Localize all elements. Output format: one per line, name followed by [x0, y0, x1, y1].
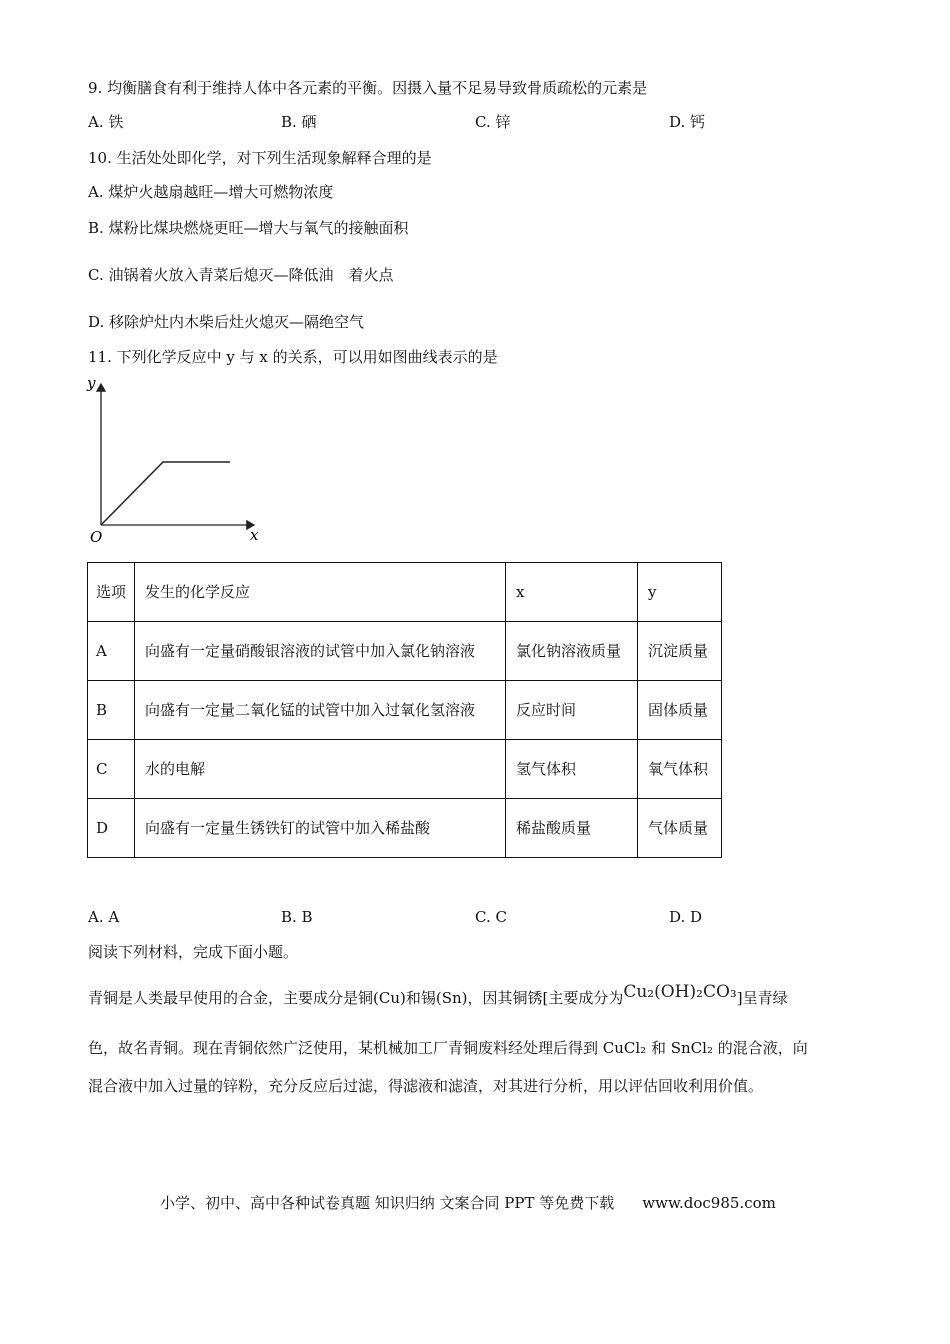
reading-paragraph-line-1	[88, 982, 868, 1008]
reading-text-after-formula: ]呈青绿	[736, 989, 788, 1007]
q11-option-d: D. D	[669, 908, 703, 926]
footer-text: 小学、初中、高中各种试卷真题 知识归纳 文案合同 PPT 等免费下载	[160, 1194, 615, 1212]
q9-option-c: C. 锌	[475, 113, 511, 131]
q11-option-c: C. C	[475, 908, 507, 926]
q10-option-b: B. 煤粉比煤块燃烧更旺—增大与氧气的接触面积	[88, 219, 409, 237]
row-reaction: 向盛有一定量硝酸银溶液的试管中加入氯化钠溶液	[135, 622, 506, 681]
page-footer	[160, 1192, 776, 1213]
q10-option-c: C. 油锅着火放入青菜后熄灭—降低油 着火点	[88, 266, 394, 284]
table-row	[88, 740, 722, 799]
row-reaction: 向盛有一定量二氧化锰的试管中加入过氧化氢溶液	[135, 681, 506, 740]
curve	[101, 462, 230, 525]
row-y: 沉淀质量	[638, 622, 722, 681]
q10-option-a: A. 煤炉火越扇越旺—增大可燃物浓度	[88, 183, 334, 201]
row-y: 氧气体积	[638, 740, 722, 799]
table-row	[88, 681, 722, 740]
q9-option-b: B. 硒	[281, 113, 317, 131]
reading-text-before-formula: 青铜是人类最早使用的合金，主要成分是铜(Cu)和锡(Sn)，因其铜锈[主要成分为	[88, 989, 624, 1007]
origin-label: O	[90, 528, 103, 546]
header-x: x	[506, 563, 638, 622]
row-y: 气体质量	[638, 799, 722, 858]
row-option: B	[88, 681, 135, 740]
reading-paragraph-line-3: 混合液中加入过量的锌粉，充分反应后过滤，得滤液和滤渣，对其进行分析，用以评估回收利用价值。	[88, 1077, 764, 1095]
x-axis-label: x	[250, 526, 259, 544]
q9-option-a: A. 铁	[88, 113, 124, 131]
y-axis-label: y	[87, 374, 96, 392]
row-x: 氢气体积	[506, 740, 638, 799]
question-11-stem: 11. 下列化学反应中 y 与 x 的关系，可以用如图曲线表示的是	[88, 348, 498, 366]
q11-option-b: B. B	[281, 908, 313, 926]
header-y: y	[638, 563, 722, 622]
table-row	[88, 622, 722, 681]
table-row	[88, 799, 722, 858]
q10-option-d: D. 移除炉灶内木柴后灶火熄灭—隔绝空气	[88, 313, 365, 331]
question-10-stem: 10. 生活处处即化学，对下列生活现象解释合理的是	[88, 149, 432, 167]
row-option: A	[88, 622, 135, 681]
row-x: 氯化钠溶液质量	[506, 622, 638, 681]
q11-graph	[84, 370, 274, 546]
header-option: 选项	[88, 563, 135, 622]
q11-option-a: A. A	[88, 908, 120, 926]
row-reaction: 水的电解	[135, 740, 506, 799]
reading-paragraph-line-2: 色，故名青铜。现在青铜依然广泛使用，某机械加工厂青铜废料经处理后得到 CuCl₂ 和 SnCl₂ 的混合液，向	[88, 1039, 808, 1057]
reading-intro: 阅读下列材料，完成下面小题。	[88, 943, 299, 961]
q9-option-d: D. 钙	[669, 113, 706, 131]
row-reaction: 向盛有一定量生锈铁钉的试管中加入稀盐酸	[135, 799, 506, 858]
row-option: C	[88, 740, 135, 799]
q11-table	[87, 562, 722, 858]
malachite-formula: Cu₂(OH)₂CO₃	[623, 982, 737, 1002]
table-header-row	[88, 563, 722, 622]
row-y: 固体质量	[638, 681, 722, 740]
footer-link[interactable]: www.doc985.com	[642, 1194, 776, 1212]
row-option: D	[88, 799, 135, 858]
header-reaction: 发生的化学反应	[135, 563, 506, 622]
row-x: 反应时间	[506, 681, 638, 740]
row-x: 稀盐酸质量	[506, 799, 638, 858]
question-9-stem: 9. 均衡膳食有利于维持人体中各元素的平衡。因摄入量不足易导致骨质疏松的元素是	[88, 79, 648, 97]
